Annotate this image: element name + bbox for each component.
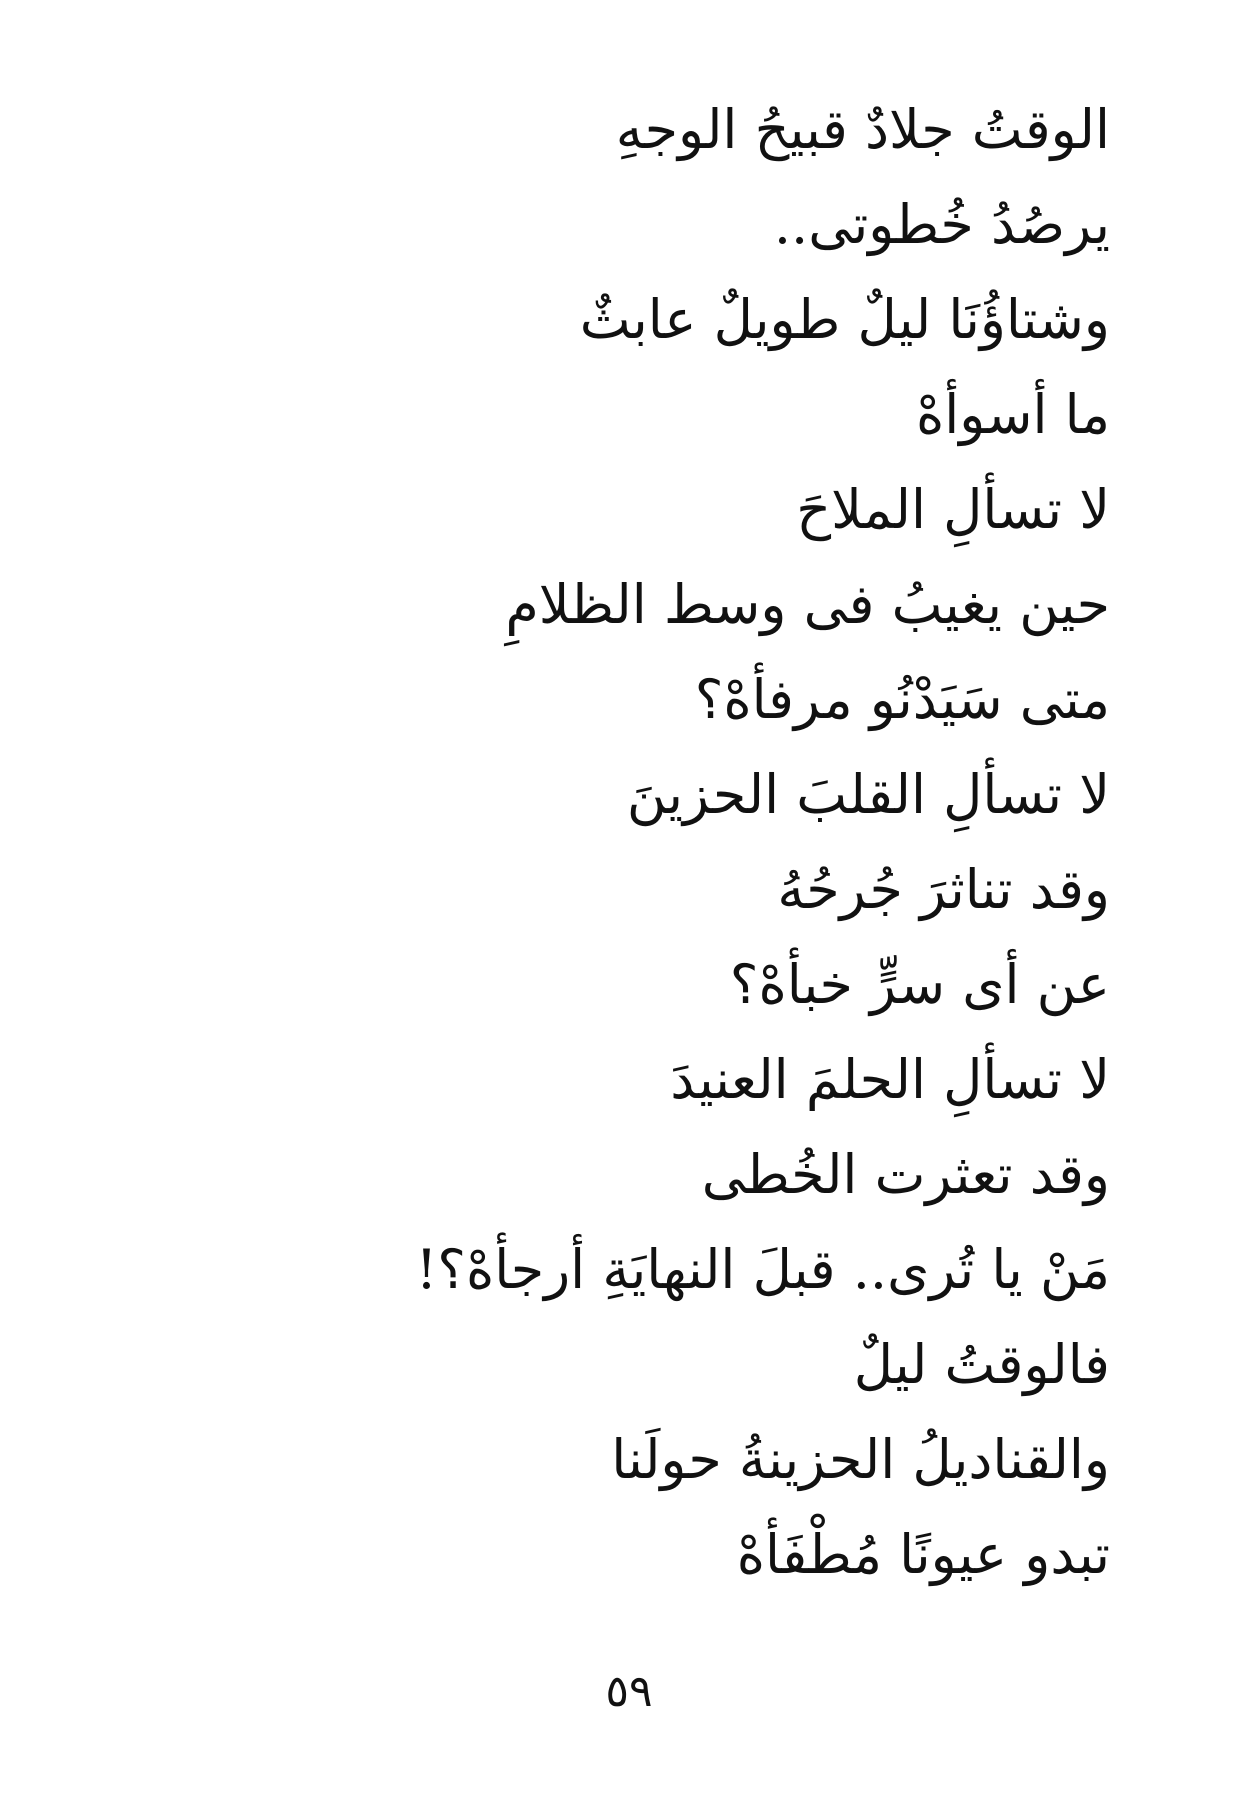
poem-line: حين يغيبُ فى وسط الظلامِ <box>505 573 1110 636</box>
poem-line: والقناديلُ الحزينةُ حولَنا <box>611 1428 1110 1491</box>
poem-line: ما أسوأهْ <box>916 383 1110 446</box>
poem-line: يرصُدُ خُطوتى.. <box>773 193 1110 256</box>
poem-line: تبدو عيونًا مُطْفَأهْ <box>736 1523 1110 1586</box>
poem-line: متى سَيَدْنُو مرفأهْ؟ <box>694 668 1110 731</box>
poem-line: لا تسألِ القلبَ الحزينَ <box>626 763 1110 826</box>
poem-line: لا تسألِ الحلمَ العنيدَ <box>670 1048 1110 1111</box>
poem-line: لا تسألِ الملاحَ <box>796 478 1110 541</box>
poem-line: وشتاؤُنَا ليلٌ طويلٌ عابثٌ <box>579 288 1110 351</box>
poem-text <box>130 82 1110 1602</box>
poem-line: وقد تناثرَ جُرحُهُ <box>777 858 1110 921</box>
poem-line: فالوقتُ ليلٌ <box>853 1333 1110 1396</box>
poem-line: الوقتُ جلادٌ قبيحُ الوجهِ <box>615 98 1110 161</box>
poem-line: عن أى سرٍّ خبأهْ؟ <box>729 953 1110 1016</box>
poem-line: وقد تعثرت الخُطى <box>701 1143 1110 1206</box>
poem-line: مَنْ يا تُرى.. قبلَ النهايَةِ أرجأهْ؟! <box>415 1238 1110 1301</box>
page-number: ٥٩ <box>605 1666 653 1717</box>
